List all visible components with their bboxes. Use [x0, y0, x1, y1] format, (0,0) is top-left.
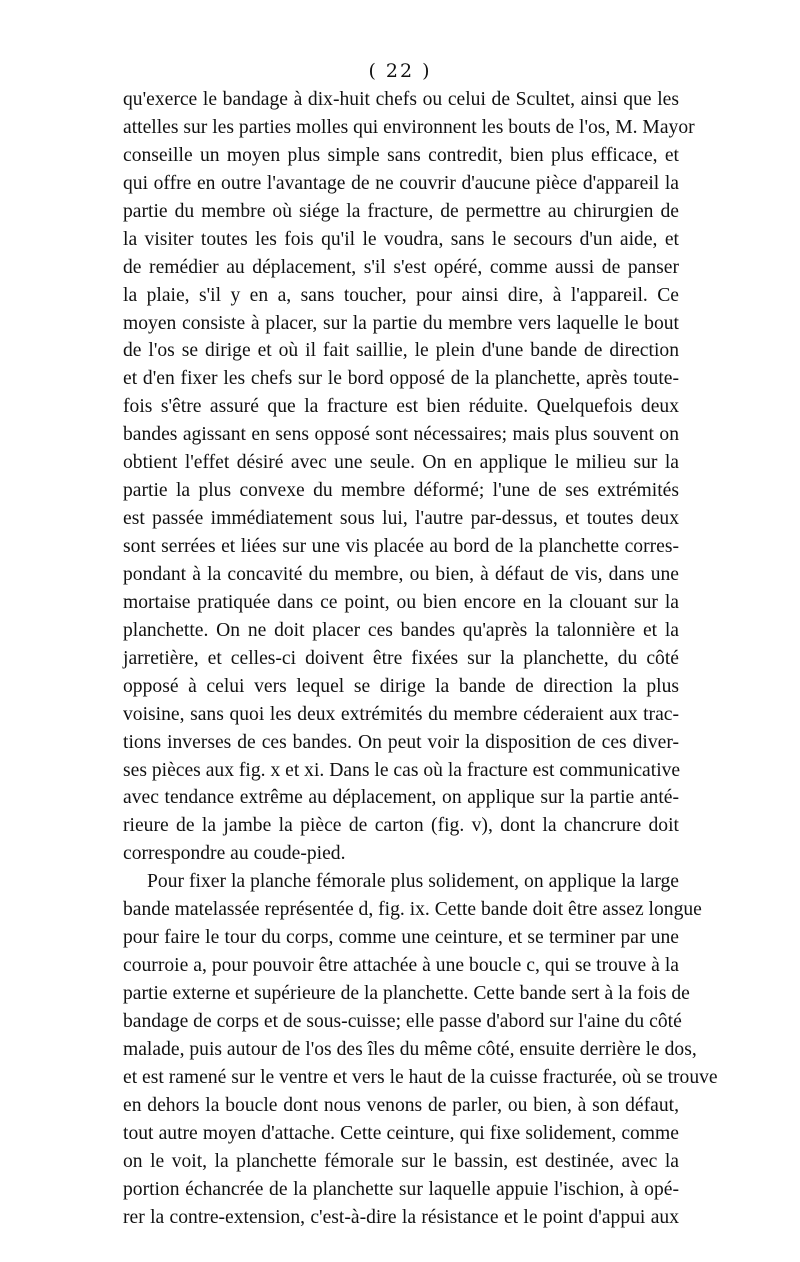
text-line: de l'os se dirige et où il fait saillie, le plein d'une bande de direction [123, 340, 679, 362]
text-line: et est ramené sur le ventre et vers le haut de la cuisse fracturée, où se trouve [123, 1066, 718, 1088]
text-line: moyen consiste à placer, sur la partie du membre vers laquelle le bout [123, 312, 679, 334]
text-line: opposé à celui vers lequel se dirige la bande de direction la plus [123, 675, 679, 697]
text-line-paragraph-start: Pour fixer la planche fémorale plus solidement, on applique la large [147, 871, 679, 893]
text-line: tions inverses de ces bandes. On peut voir la disposition de ces diver- [123, 731, 679, 753]
text-line: partie la plus convexe du membre déformé; l'une de ses extrémités [123, 480, 679, 502]
text-line: courroie a, pour pouvoir être attachée à une boucle c, qui se trouve à la [123, 955, 679, 977]
text-line: mortaise pratiquée dans ce point, ou bien encore en la clouant sur la [123, 591, 679, 613]
text-line: ses pièces aux fig. x et xi. Dans le cas où la fracture est communicative [123, 759, 681, 781]
text-line: fois s'être assuré que la fracture est bien réduite. Quelquefois deux [123, 396, 679, 418]
text-line: malade, puis autour de l'os des îles du même côté, ensuite derrière le dos, [123, 1038, 697, 1060]
text-line: bandage de corps et de sous-cuisse; elle passe d'abord sur l'aine du côté [123, 1010, 682, 1032]
text-line: obtient l'effet désiré avec une seule. On en applique le milieu sur la [123, 452, 679, 474]
body-text [123, 86, 718, 1231]
text-line: on le voit, la planchette fémorale sur le bassin, est destinée, avec la [123, 1150, 679, 1172]
text-line: qu'exerce le bandage à dix-huit chefs ou celui de Scultet, ainsi que les [123, 89, 679, 110]
text-line: qui offre en outre l'avantage de ne couvrir d'aucune pièce d'appareil la [123, 172, 679, 194]
text-line: de remédier au déplacement, s'il s'est opéré, comme aussi de panser [123, 256, 679, 278]
page-number: ( 22 ) [368, 60, 432, 82]
text-line: pondant à la concavité du membre, ou bien, à défaut de vis, dans une [123, 563, 679, 585]
text-line: tout autre moyen d'attache. Cette ceinture, qui fixe solidement, comme [123, 1122, 679, 1144]
text-line-paragraph-end: correspondre au coude-pied. [123, 843, 346, 865]
text-line: rer la contre-extension, c'est-à-dire la résistance et le point d'appui aux [123, 1206, 679, 1228]
text-line: rieure de la jambe la pièce de carton (fig. v), dont la chancrure doit [123, 815, 679, 837]
text-line: attelles sur les parties molles qui environnent les bouts de l'os, M. Mayor [123, 116, 695, 138]
text-line: planchette. On ne doit placer ces bandes qu'après la talonnière et la [123, 619, 679, 641]
text-line: conseille un moyen plus simple sans contredit, bien plus efficace, et [123, 144, 679, 166]
text-line: pour faire le tour du corps, comme une ceinture, et se terminer par une [123, 927, 679, 949]
text-line: la visiter toutes les fois qu'il le voudra, sans le secours d'un aide, et [123, 228, 679, 250]
text-line: sont serrées et liées sur une vis placée au bord de la planchette corres- [123, 536, 679, 557]
text-line: partie du membre où siége la fracture, de permettre au chirurgien de [123, 200, 679, 222]
text-line: est passée immédiatement sous lui, l'autre par-dessus, et toutes deux [123, 508, 679, 530]
text-line: bandes agissant en sens opposé sont nécessaires; mais plus souvent on [123, 424, 679, 446]
text-line: bande matelassée représentée d, fig. ix. Cette bande doit être assez longue [123, 899, 702, 921]
text-line: voisine, sans quoi les deux extrémités du membre céderaient aux trac- [123, 703, 679, 725]
text-line: la plaie, s'il y en a, sans toucher, pour ainsi dire, à l'appareil. Ce [123, 284, 679, 306]
text-line: partie externe et supérieure de la planchette. Cette bande sert à la fois de [123, 983, 690, 1004]
text-line: et d'en fixer les chefs sur le bord opposé de la planchette, après toute- [123, 368, 679, 390]
text-line: en dehors la boucle dont nous venons de parler, ou bien, à son défaut, [123, 1094, 679, 1116]
text-line: jarretière, et celles-ci doivent être fixées sur la planchette, du côté [123, 647, 679, 669]
text-line: avec tendance extrême au déplacement, on applique sur la partie anté- [123, 787, 679, 809]
text-line: portion échancrée de la planchette sur laquelle appuie l'ischion, à opé- [123, 1178, 679, 1200]
